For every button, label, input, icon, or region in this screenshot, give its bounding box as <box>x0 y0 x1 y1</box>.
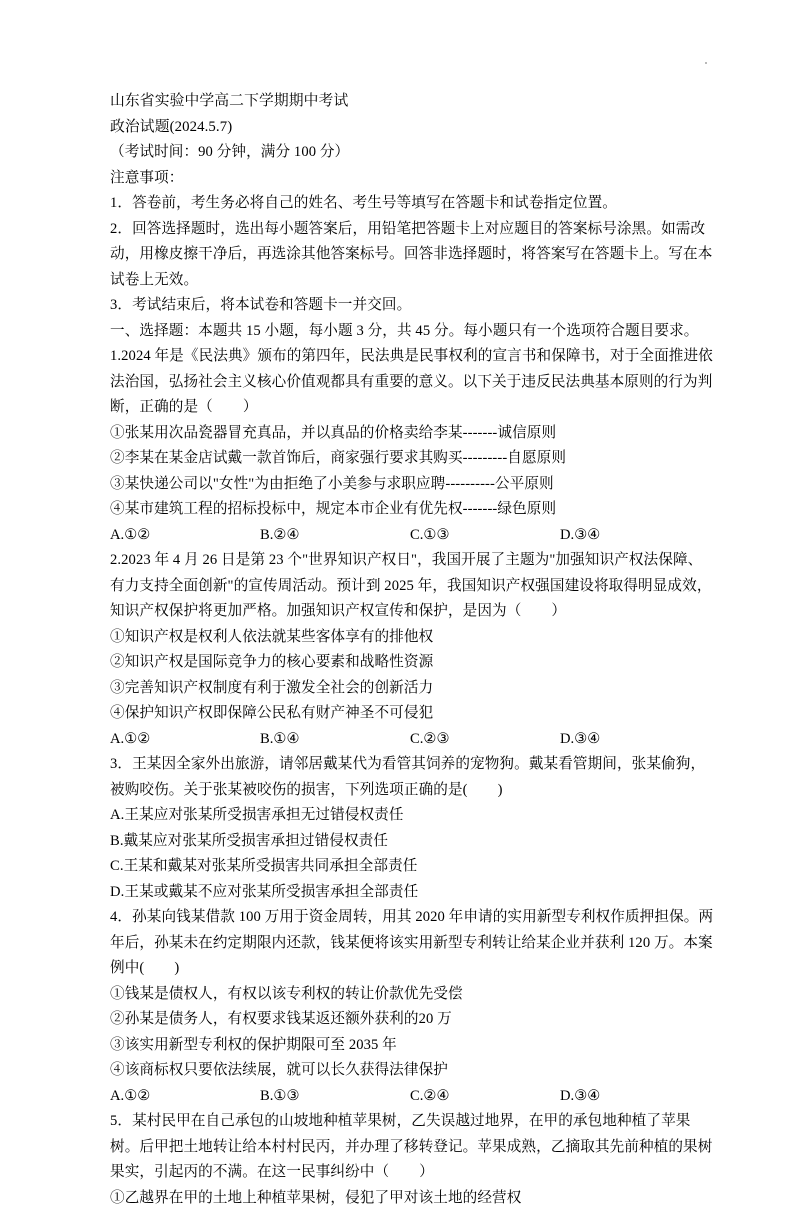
question-choice[interactable]: D.王某或戴某不应对张某所受损害承担全部责任 <box>110 880 715 906</box>
question-stem: 5．某村民甲在自己承包的山坡地种植苹果树，乙失误越过地界，在甲的承包地种植了苹果树。后甲把土地转让给本村村民丙，并办理了移转登记。苹果成熟，乙摘取其先前种植的果树果实，引起丙的不满。在这一民事纠纷中（ ） <box>110 1109 715 1186</box>
question-stem: 1.2024 年是《民法典》颁布的第四年，民法典是民事权利的宣言书和保障书，对于全面推进依法治国，弘扬社会主义核心价值观都具有重要的意义。以下关于违反民法典基本原则的行为判断，正确的是（ ） <box>110 344 715 421</box>
question-options <box>110 1084 715 1110</box>
option-a[interactable]: A.①② <box>110 727 260 753</box>
option-b[interactable]: B.①③ <box>260 1084 410 1110</box>
note-item: 2．回答选择题时，选出每小题答案后，用铅笔把答题卡上对应题目的答案标号涂黑。如需改动，用橡皮擦干净后，再选涂其他答案标号。回答非选择题时，将答案写在答题卡上。写在本试卷上无效。 <box>110 217 715 294</box>
option-d[interactable]: D.③④ <box>560 523 710 549</box>
section-one-heading: 一、选择题：本题共 15 小题，每小题 3 分，共 45 分。每小题只有一个选项符合题目要求。 <box>110 319 715 345</box>
question-stem: 4．孙某向钱某借款 100 万用于资金周转，用其 2020 年申请的实用新型专利权作质押担保。两年后，孙某未在约定期限内还款，钱某便将该实用新型专利转让给某企业并获利 120 万。本案例中( ) <box>110 905 715 982</box>
question-item: ②知识产权是国际竞争力的核心要素和战略性资源 <box>110 650 715 676</box>
exam-info: （考试时间：90 分钟，满分 100 分） <box>110 140 715 166</box>
question-item: ①钱某是债权人，有权以该专利权的转让价款优先受偿 <box>110 982 715 1008</box>
question-item: ③该实用新型专利权的保护期限可至 2035 年 <box>110 1033 715 1059</box>
option-d[interactable]: D.③④ <box>560 727 710 753</box>
option-b[interactable]: B.②④ <box>260 523 410 549</box>
question-stem: 3．王某因全家外出旅游，请邻居戴某代为看管其饲养的宠物狗。戴某看管期间，张某偷狗，被购咬伤。关于张某被咬伤的损害，下列选项正确的是( ) <box>110 752 715 803</box>
question-item: ③某快递公司以"女性"为由拒绝了小美参与求职应聘----------公平原则 <box>110 472 715 498</box>
question-item: ①知识产权是权利人依法就某些客体享有的排他权 <box>110 625 715 651</box>
option-b[interactable]: B.①④ <box>260 727 410 753</box>
question-item: ①张某用次品瓷器冒充真品，并以真品的价格卖给李某-------诚信原则 <box>110 421 715 447</box>
school-title: 山东省实验中学高二下学期期中考试 <box>110 88 715 114</box>
note-item: 3．考试结束后，将本试卷和答题卡一并交回。 <box>110 293 715 319</box>
note-item: 1．答卷前，考生务必将自己的姓名、考生号等填写在答题卡和试卷指定位置。 <box>110 191 715 217</box>
question-item: ①乙越界在甲的土地上种植苹果树，侵犯了甲对该土地的经营权 <box>110 1186 715 1211</box>
question-item: ②孙某是债务人，有权要求钱某返还额外获利的20 万 <box>110 1007 715 1033</box>
page-corner-dot <box>705 62 707 64</box>
option-a[interactable]: A.①② <box>110 1084 260 1110</box>
question-stem: 2.2023 年 4 月 26 日是第 23 个"世界知识产权日"，我国开展了主题为"加强知识产权法保障、有力支持全面创新"的宣传周活动。预计到 2025 年，我国知识产权强国建设将取得明显成效，知识产权保护将更加严格。加强知识产权宣传和保护，是因为（ ） <box>110 548 715 625</box>
question-item: ④某市建筑工程的招标投标中，规定本市企业有优先权-------绿色原则 <box>110 497 715 523</box>
question-item: ④该商标权只要依法续展，就可以长久获得法律保护 <box>110 1058 715 1084</box>
option-c[interactable]: C.②④ <box>410 1084 560 1110</box>
question-choice[interactable]: C.王某和戴某对张某所受损害共同承担全部责任 <box>110 854 715 880</box>
question-options <box>110 523 715 549</box>
option-c[interactable]: C.②③ <box>410 727 560 753</box>
question-item: ④保护知识产权即保障公民私有财产神圣不可侵犯 <box>110 701 715 727</box>
notes-title: 注意事项： <box>110 166 715 192</box>
subject-title: 政治试题(2024.5.7) <box>110 114 715 140</box>
option-d[interactable]: D.③④ <box>560 1084 710 1110</box>
question-choice[interactable]: B.戴某应对张某所受损害承担过错侵权责任 <box>110 829 715 855</box>
question-options <box>110 727 715 753</box>
option-a[interactable]: A.①② <box>110 523 260 549</box>
option-c[interactable]: C.①③ <box>410 523 560 549</box>
question-item: ③完善知识产权制度有利于激发全社会的创新活力 <box>110 676 715 702</box>
question-choice[interactable]: A.王某应对张某所受损害承担无过错侵权责任 <box>110 803 715 829</box>
question-item: ②李某在某金店试戴一款首饰后，商家强行要求其购买---------自愿原则 <box>110 446 715 472</box>
